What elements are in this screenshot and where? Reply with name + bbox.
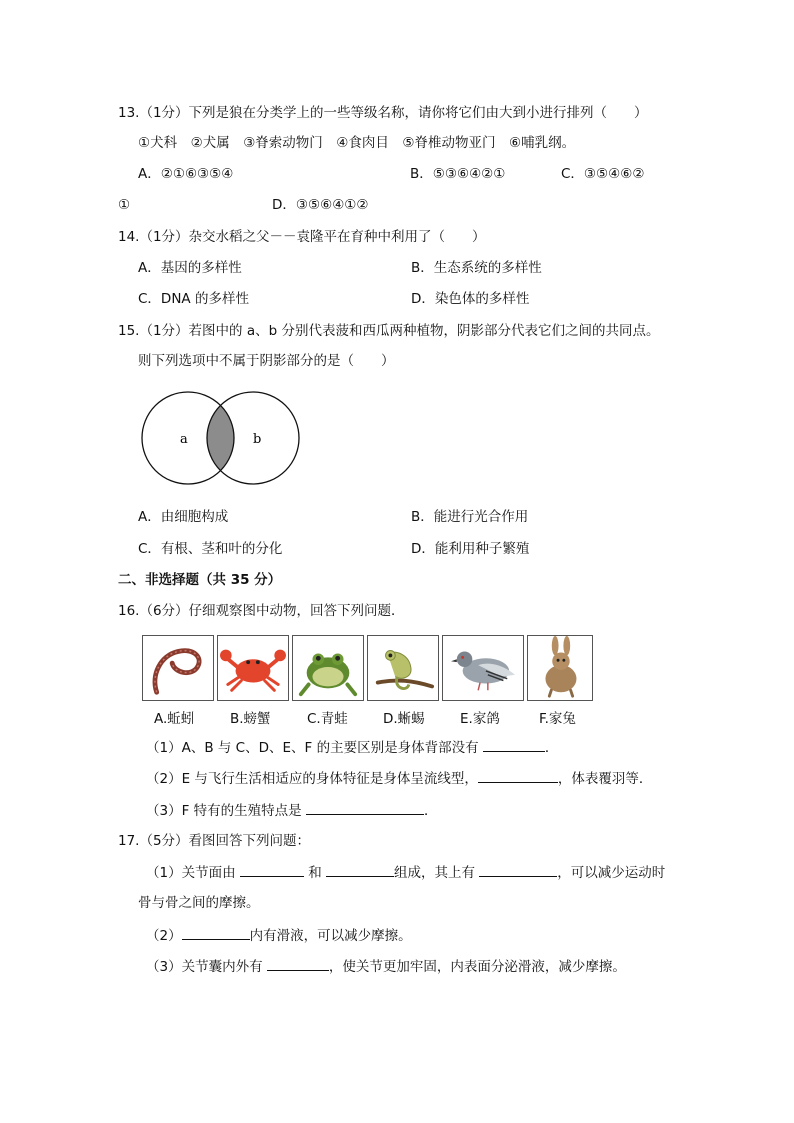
- q17-sub2-answer-blank[interactable]: [182, 925, 250, 940]
- q17-sub1-blank-2[interactable]: [326, 862, 394, 877]
- q16-sub1: [146, 737, 558, 758]
- animal-label-e: E.家鸽: [460, 711, 500, 727]
- q16-sub2-answer-blank[interactable]: [478, 768, 558, 783]
- q13-stem: 13.（1分）下列是狼在分类学上的一些等级名称，请你将它们由大到小进行排列（ ）: [118, 105, 648, 121]
- q17-sub1-text-c: 组成，其上有: [393, 865, 475, 881]
- q16-sub2: [146, 768, 652, 789]
- venn-label-b: b: [253, 432, 262, 447]
- earthworm-image: [142, 635, 214, 701]
- q16-sub1-answer-blank[interactable]: [483, 737, 545, 752]
- animal-label-c: C.青蛙: [307, 711, 348, 727]
- q17-sub1-blank-1[interactable]: [240, 862, 304, 877]
- frog-image: [292, 635, 364, 701]
- q14-option-b: B．生态系统的多样性: [411, 260, 542, 276]
- q15-option-b: B．能进行光合作用: [411, 509, 529, 525]
- q13-option-a: A．②①⑥③⑤④: [138, 166, 234, 182]
- q15-stem-line1: 15.（1分）若图中的 a、b 分别代表菠和西瓜两种植物，阴影部分代表它们之间的共同点。: [118, 323, 660, 339]
- q17-stem: 17.（5分）看图回答下列问题：: [118, 833, 311, 849]
- q17-sub2-text: （2）: [146, 928, 182, 944]
- animal-label-d: D.蜥蜴: [383, 711, 425, 727]
- q17-sub1-line2: 骨与骨之间的摩擦。: [138, 895, 260, 911]
- q16-sub3-text: （3）F 特有的生殖特点是: [146, 803, 302, 819]
- q14-stem: 14.（1分）杂交水稻之父－－袁隆平在育种中利用了（ ）: [118, 229, 486, 245]
- q16-sub3-end: ．: [423, 803, 438, 819]
- q13-items: ①犬科 ②犬属 ③脊索动物门 ④食肉目 ⑤脊椎动物亚门 ⑥哺乳纲。: [138, 135, 576, 151]
- q17-sub1: [146, 862, 665, 883]
- q16-sub1-end: ．: [544, 740, 559, 756]
- venn-diagram: [140, 388, 310, 488]
- q15-option-a: A．由细胞构成: [138, 509, 229, 525]
- q13-option-b: B．⑤③⑥④②①: [410, 166, 506, 182]
- q17-sub1-text-d: ，可以减少运动时: [557, 865, 666, 881]
- q15-option-d: D．能利用种子繁殖: [411, 541, 530, 557]
- q16-sub2-text: （2）E 与飞行生活相适应的身体特征是身体呈流线型，: [146, 771, 478, 787]
- q16-sub3: [146, 800, 437, 821]
- q16-sub1-text: （1）A、B 与 C、D、E、F 的主要区别是身体背部没有: [146, 740, 479, 756]
- animal-label-f: F.家兔: [539, 711, 576, 727]
- q16-sub3-answer-blank[interactable]: [306, 800, 424, 815]
- section-title: 二、非选择题（共 35 分）: [118, 572, 282, 588]
- q15-stem-line2: 则下列选项中不属于阴影部分的是（ ）: [138, 353, 395, 369]
- q17-sub2-end: 内有滑液，可以减少摩擦。: [249, 928, 412, 944]
- q13-option-c: C．③⑤④⑥②: [561, 166, 645, 182]
- q17-sub1-blank-3[interactable]: [479, 862, 557, 877]
- q14-option-a: A．基因的多样性: [138, 260, 242, 276]
- crab-image: [217, 635, 289, 701]
- q15-option-c: C．有根、茎和叶的分化: [138, 541, 283, 557]
- q17-sub3-text: （3）关节囊内外有: [146, 959, 263, 975]
- venn-label-a: a: [180, 432, 188, 447]
- q17-sub3-answer-blank[interactable]: [267, 956, 329, 971]
- q13-option-c-continued: ①: [118, 197, 131, 213]
- q14-option-c: C．DNA 的多样性: [138, 291, 249, 307]
- q17-sub1-text-a: （1）关节面由: [146, 865, 236, 881]
- q17-sub3-end: ，使关节更加牢固，内表面分泌滑液，减少摩擦。: [328, 959, 626, 975]
- q16-stem: 16.（6分）仔细观察图中动物，回答下列问题．: [118, 603, 405, 619]
- animal-label-b: B.螃蟹: [230, 711, 271, 727]
- q17-sub1-text-b: 和: [308, 865, 322, 881]
- rabbit-image: [527, 635, 593, 701]
- q16-sub2-end: ，体表覆羽等．: [557, 771, 653, 787]
- lizard-image: [367, 635, 439, 701]
- pigeon-image: [442, 635, 524, 701]
- q13-option-d: D．③⑤⑥④①②: [272, 197, 369, 213]
- q17-sub3: [146, 956, 626, 977]
- animal-label-a: A.蚯蚓: [154, 711, 195, 727]
- q14-option-d: D．染色体的多样性: [411, 291, 530, 307]
- q17-sub2: [146, 925, 412, 946]
